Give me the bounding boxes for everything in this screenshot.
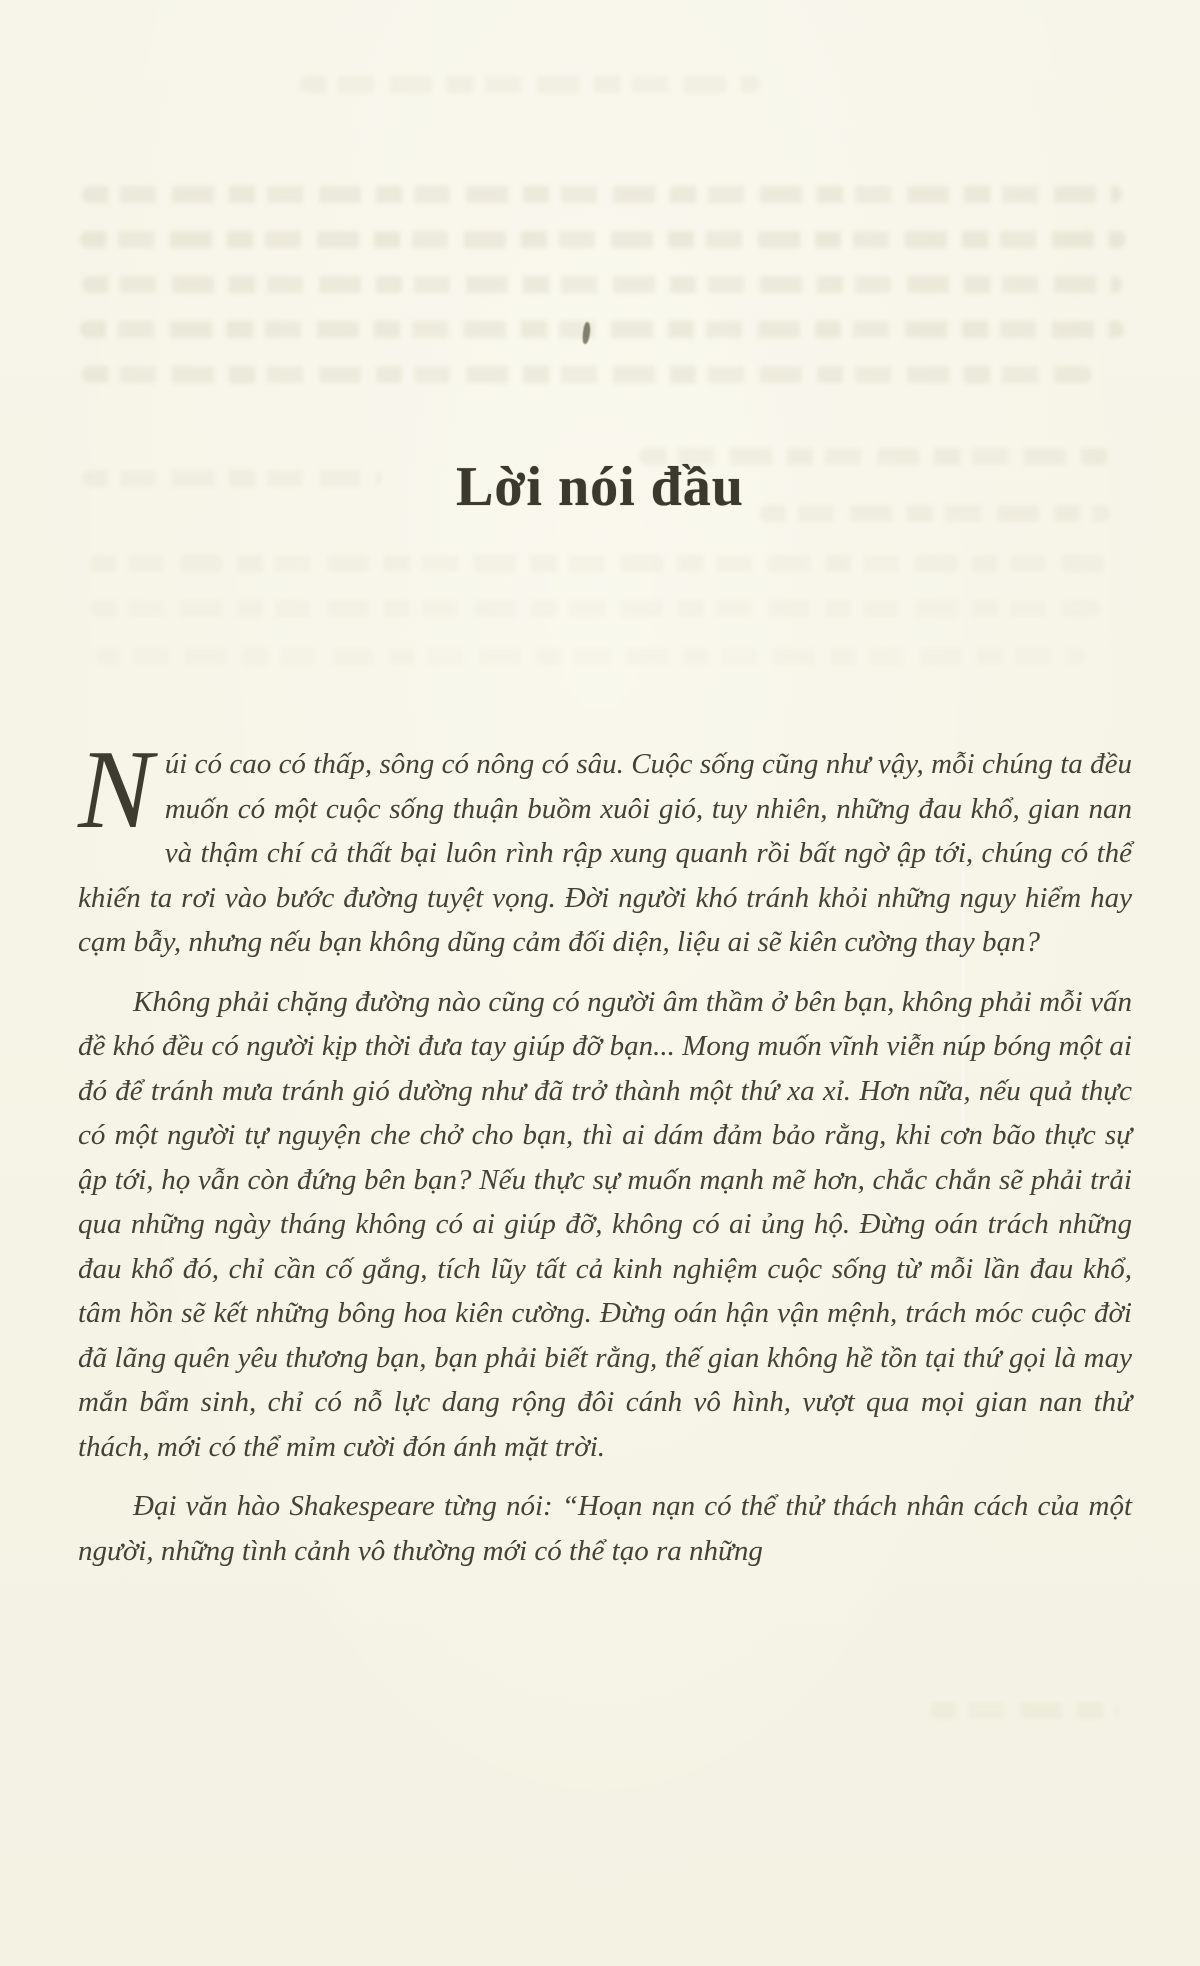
- bleed-through-line: [90, 555, 1110, 572]
- page-title: Lời nói đầu: [456, 456, 744, 518]
- bleed-through-line: [80, 321, 1124, 338]
- bleed-through-line: [82, 186, 1122, 203]
- paragraph-1: [78, 728, 1132, 965]
- bleed-through-line: [82, 276, 1122, 293]
- bleed-through-line: [90, 600, 1100, 617]
- drop-cap: N: [78, 728, 153, 852]
- bleed-through-line: [95, 648, 1085, 665]
- bleed-through-line: [82, 366, 1092, 383]
- body-text: [78, 728, 1132, 1573]
- paragraph-1-text: úi có cao có thấp, sông có nông có sâu. Cuộc sống cũng như vậy, mỗi chúng ta đều muốn có một cuộc sống thuận buồm xuôi gió, tuy nhiên, những đau khổ, gian nan và thậm chí cả thất bại luôn rình rập xung quanh rồi bất ngờ ập tới, chúng có thể khiến ta rơi vào bước đường tuyệt vọng. Đời người khó tránh khỏi những nguy hiểm hay cạm bẫy, nhưng nếu bạn không dũng cảm đối diện, liệu ai sẽ kiên cường thay bạn?: [78, 748, 1132, 958]
- bleed-through-line: [930, 1702, 1120, 1719]
- paragraph-3: Đại văn hào Shakespeare từng nói: “Hoạn nạn có thể thử thách nhân cách của một người, những tình cảnh vô thường mới có thể tạo ra những: [78, 1490, 1132, 1567]
- paragraph-2: Không phải chặng đường nào cũng có người âm thầm ở bên bạn, không phải mỗi vấn đề khó đều có người kịp thời đưa tay giúp đỡ bạn... Mong muốn vĩnh viễn núp bóng một ai đó để tránh mưa tránh gió dường như đã trở thành một thứ xa xỉ. Hơn nữa, nếu quả thực có một người tự nguyện che chở cho bạn, thì ai dám đảm bảo rằng, khi cơn bão thực sự ập tới, họ vẫn còn đứng bên bạn? Nếu thực sự muốn mạnh mẽ hơn, chắc chắn sẽ phải trải qua những ngày tháng không có ai giúp đỡ, không có ai ủng hộ. Đừng oán trách những đau khổ đó, chỉ cần cố gắng, tích lũy tất cả kinh nghiệm cuộc sống từ mỗi lần đau khổ, tâm hồn sẽ kết những bông hoa kiên cường. Đừng oán hận vận mệnh, trách móc cuộc đời đã lãng quên yêu thương bạn, bạn phải biết rằng, thế gian không hề tồn tại thứ gọi là may mắn bẩm sinh, chỉ có nỗ lực dang rộng đôi cánh vô hình, vượt qua mọi gian nan thử thách, mới có thể mỉm cười đón ánh mặt trời.: [78, 985, 1132, 1463]
- bleed-through-line: [80, 231, 1126, 248]
- bleed-through-line: [300, 76, 760, 93]
